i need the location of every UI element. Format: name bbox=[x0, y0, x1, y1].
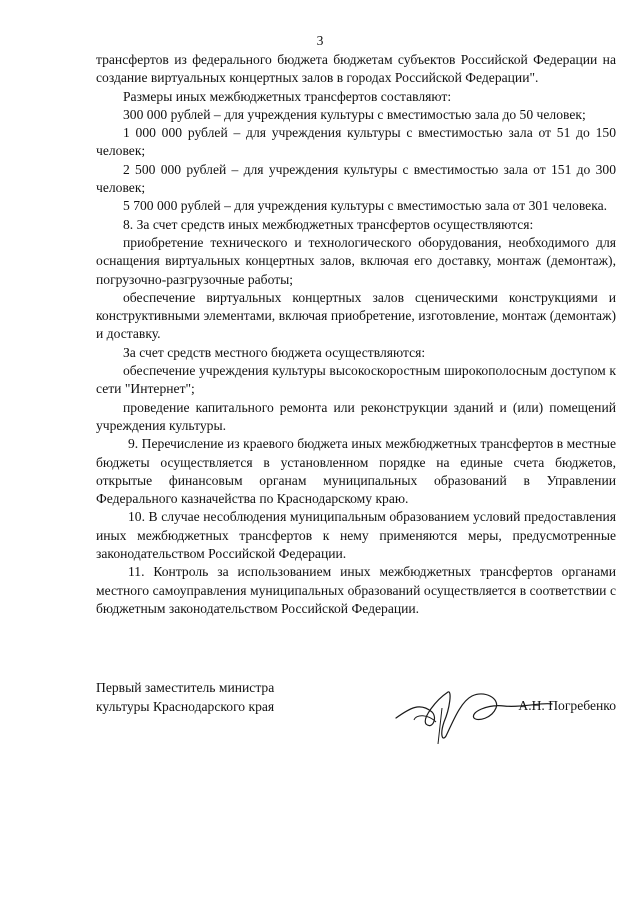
paragraph-size-5700000: 5 700 000 рублей – для учреждения культуры с вместимостью зала от 301 человека. bbox=[123, 198, 608, 214]
paragraph-size-1000000: 1 000 000 рублей – для учреждения культуры с вместимостью зала от 51 до 150 человек; bbox=[96, 125, 616, 159]
paragraph-stage-constructions: обеспечение виртуальных концертных залов сценическими конструкциями и конструктивными элементами, включая приобретение, изготовление, монтаж (демонтаж) и доставку. bbox=[96, 289, 616, 342]
signatory-title bbox=[96, 678, 274, 716]
signatory-name: А.Н. Погребенко bbox=[518, 698, 616, 713]
signature-block bbox=[96, 678, 616, 768]
paragraph-item-11: 11. Контроль за использованием иных межбюджетных трансфертов органами местного самоуправления муниципальных образований осуществляется в соответствии с бюджетным законодательством Российской Федерации. bbox=[96, 564, 616, 616]
paragraph-local-budget-intro: За счет средств местного бюджета осуществляются: bbox=[123, 344, 426, 360]
paragraph-item-8: 8. За счет средств иных межбюджетных трансфертов осуществляются: bbox=[123, 216, 534, 232]
paragraph-transfer-sizes-intro: Размеры иных межбюджетных трансфертов составляют: bbox=[123, 88, 452, 104]
signatory-title-line-2: культуры Краснодарского края bbox=[96, 699, 275, 714]
paragraph-internet-access: обеспечение учреждения культуры высокоскоростным широкополосным доступом к сети "Интернет"; bbox=[96, 363, 616, 397]
paragraph-size-300000: 300 000 рублей – для учреждения культуры с вместимостью зала до 50 человек; bbox=[123, 106, 586, 122]
paragraph-continuation: трансфертов из федерального бюджета бюджетам субъектов Российской Федерации на создание виртуальных концертных залов в городах Российской Федерации". bbox=[96, 52, 616, 86]
paragraph-item-9: 9. Перечисление из краевого бюджета иных межбюджетных трансфертов в местные бюджеты осуществляется в установленном порядке на единые счета бюджетов, открытые финансовым органам муниципальных образований в Управлении Федерального казначейства по Краснодарскому краю. bbox=[96, 436, 616, 507]
paragraph-equipment: приобретение технического и технологического оборудования, необходимого для оснащения виртуальных концертных залов, включая его доставку, монтаж (демонтаж), погрузочно-разгрузочные работы; bbox=[96, 234, 616, 287]
page-number: 3 bbox=[316, 33, 324, 48]
paragraph-capital-repair: проведение капитального ремонта или реконструкции зданий и (или) помещений учреждения культуры. bbox=[96, 399, 616, 433]
signatory-title-line-1: Первый заместитель министра bbox=[96, 680, 275, 695]
document-body bbox=[96, 51, 616, 618]
paragraph-item-10: 10. В случае несоблюдения муниципальным образованием условий предоставления иных межбюджетных трансфертов к нему применяются меры, предусмотренные законодательством Российской Федерации. bbox=[96, 509, 616, 562]
paragraph-size-2500000: 2 500 000 рублей – для учреждения культуры с вместимостью зала от 151 до 300 человек; bbox=[96, 161, 616, 196]
